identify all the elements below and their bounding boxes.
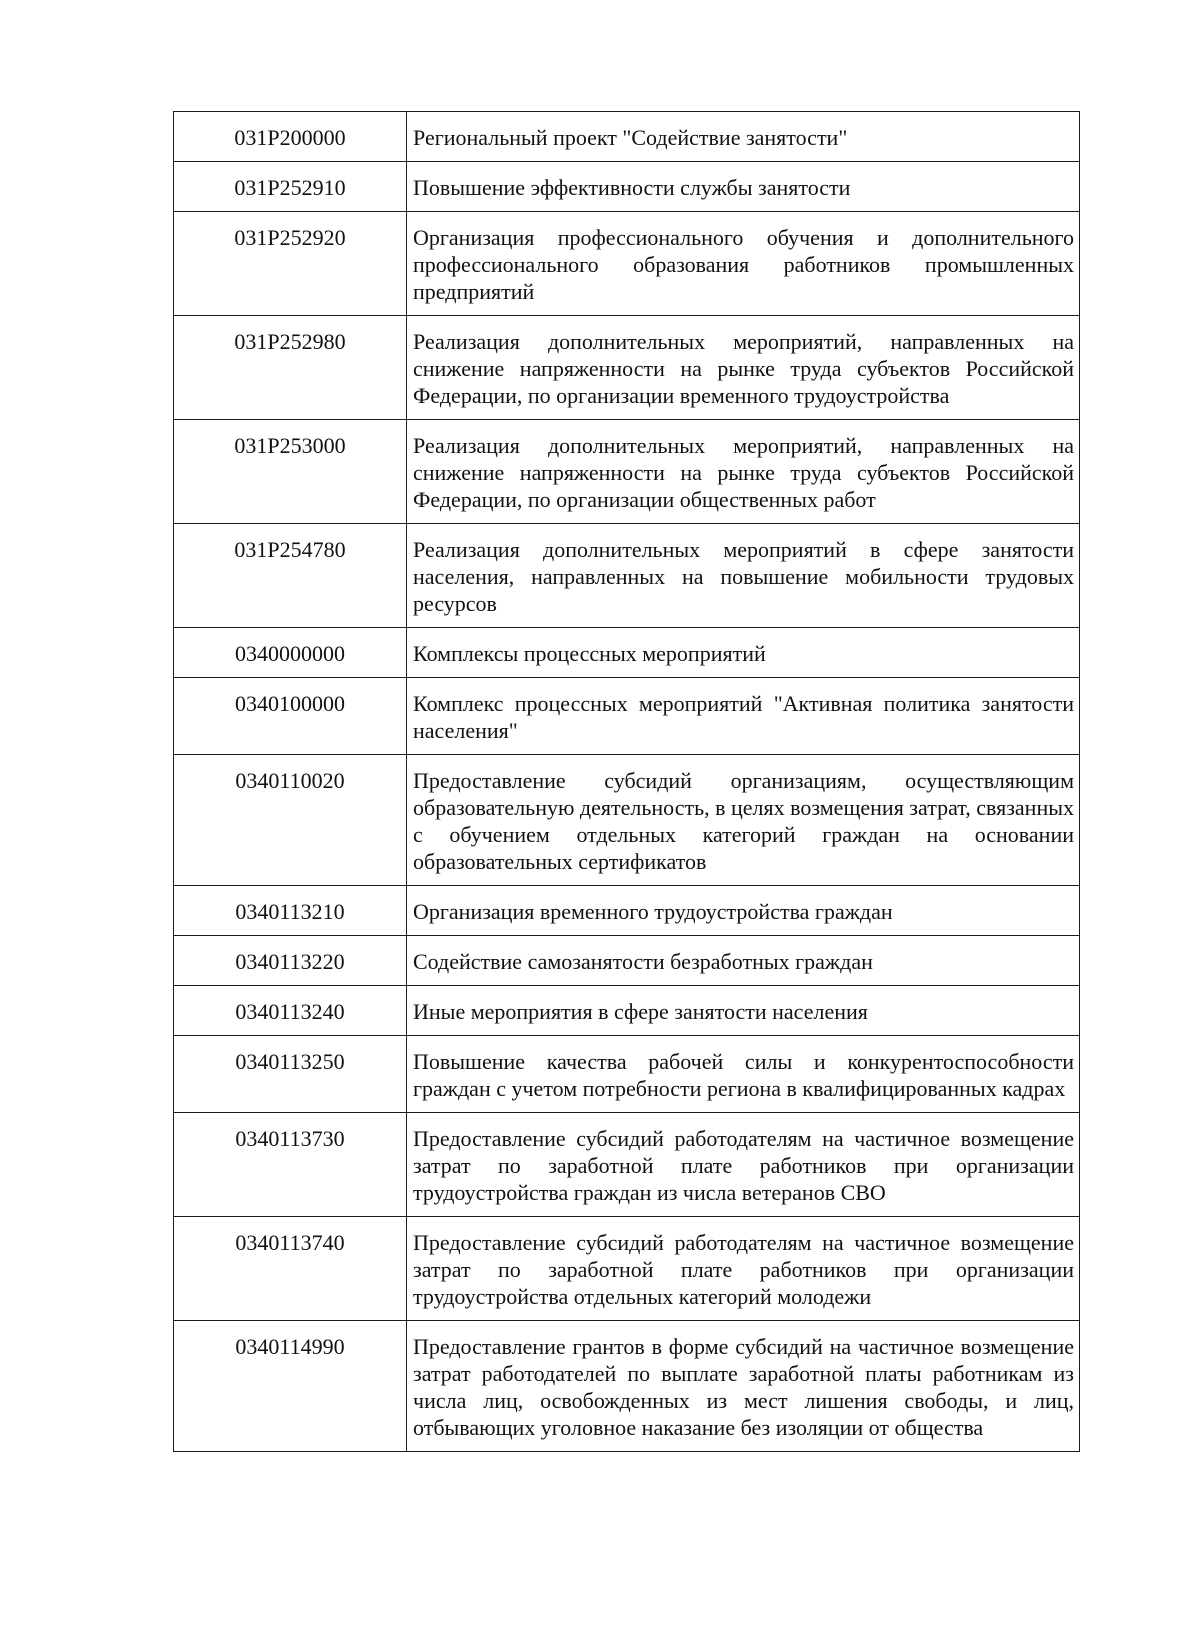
table-row — [174, 212, 1080, 316]
table-row — [174, 628, 1080, 678]
table-row — [174, 886, 1080, 936]
table-row — [174, 420, 1080, 524]
row-name: Реализация дополнительных мероприятий, направленных на снижение напряженности на рынке труда субъектов Российской Федерации, по организации общественных работ — [407, 420, 1080, 524]
row-code: 0340113740 — [174, 1217, 407, 1321]
row-code: 0340113250 — [174, 1036, 407, 1113]
table-row — [174, 1113, 1080, 1217]
row-name: Организация временного трудоустройства граждан — [407, 886, 1080, 936]
table-row — [174, 678, 1080, 755]
row-code: 0340000000 — [174, 628, 407, 678]
row-name: Региональный проект "Содействие занятости" — [407, 112, 1080, 162]
row-code: 031P254780 — [174, 524, 407, 628]
row-name: Комплекс процессных мероприятий "Активная политика занятости населения" — [407, 678, 1080, 755]
row-name: Предоставление субсидий работодателям на частичное возмещение затрат по заработной плате работников при организации трудоустройства отдельных категорий молодежи — [407, 1217, 1080, 1321]
row-name: Предоставление субсидий организациям, осуществляющим образовательную деятельность, в целях возмещения затрат, связанных с обучением отдельных категорий граждан на основании образовательных сертификатов — [407, 755, 1080, 886]
table-row — [174, 986, 1080, 1036]
table-row — [174, 936, 1080, 986]
row-name: Реализация дополнительных мероприятий, направленных на снижение напряженности на рынке труда субъектов Российской Федерации, по организации временного трудоустройства — [407, 316, 1080, 420]
table-row — [174, 524, 1080, 628]
row-name: Иные мероприятия в сфере занятости населения — [407, 986, 1080, 1036]
table-row — [174, 316, 1080, 420]
row-name: Организация профессионального обучения и дополнительного профессионального образования работников промышленных предприятий — [407, 212, 1080, 316]
table-row — [174, 1321, 1080, 1452]
row-code: 0340110020 — [174, 755, 407, 886]
row-name: Комплексы процессных мероприятий — [407, 628, 1080, 678]
budget-classification-table — [173, 111, 1080, 1452]
table-row — [174, 755, 1080, 886]
row-name: Содействие самозанятости безработных граждан — [407, 936, 1080, 986]
row-code: 0340100000 — [174, 678, 407, 755]
row-code: 031P200000 — [174, 112, 407, 162]
row-name: Предоставление субсидий работодателям на частичное возмещение затрат по заработной плате работников при организации трудоустройства граждан из числа ветеранов СВО — [407, 1113, 1080, 1217]
row-code: 0340114990 — [174, 1321, 407, 1452]
row-code: 0340113210 — [174, 886, 407, 936]
row-code: 031P253000 — [174, 420, 407, 524]
table-row — [174, 1036, 1080, 1113]
table-row — [174, 1217, 1080, 1321]
row-code: 0340113730 — [174, 1113, 407, 1217]
row-code: 031P252910 — [174, 162, 407, 212]
row-name: Повышение эффективности службы занятости — [407, 162, 1080, 212]
row-code: 031P252980 — [174, 316, 407, 420]
row-code: 0340113220 — [174, 936, 407, 986]
row-name: Предоставление грантов в форме субсидий на частичное возмещение затрат работодателей по выплате заработной платы работникам из числа лиц, освобожденных из мест лишения свободы, и лиц, отбывающих уголовное наказание без изоляции от общества — [407, 1321, 1080, 1452]
row-code: 0340113240 — [174, 986, 407, 1036]
row-name: Реализация дополнительных мероприятий в сфере занятости населения, направленных на повышение мобильности трудовых ресурсов — [407, 524, 1080, 628]
table-row — [174, 112, 1080, 162]
row-name: Повышение качества рабочей силы и конкурентоспособности граждан с учетом потребности региона в квалифицированных кадрах — [407, 1036, 1080, 1113]
table-row — [174, 162, 1080, 212]
row-code: 031P252920 — [174, 212, 407, 316]
